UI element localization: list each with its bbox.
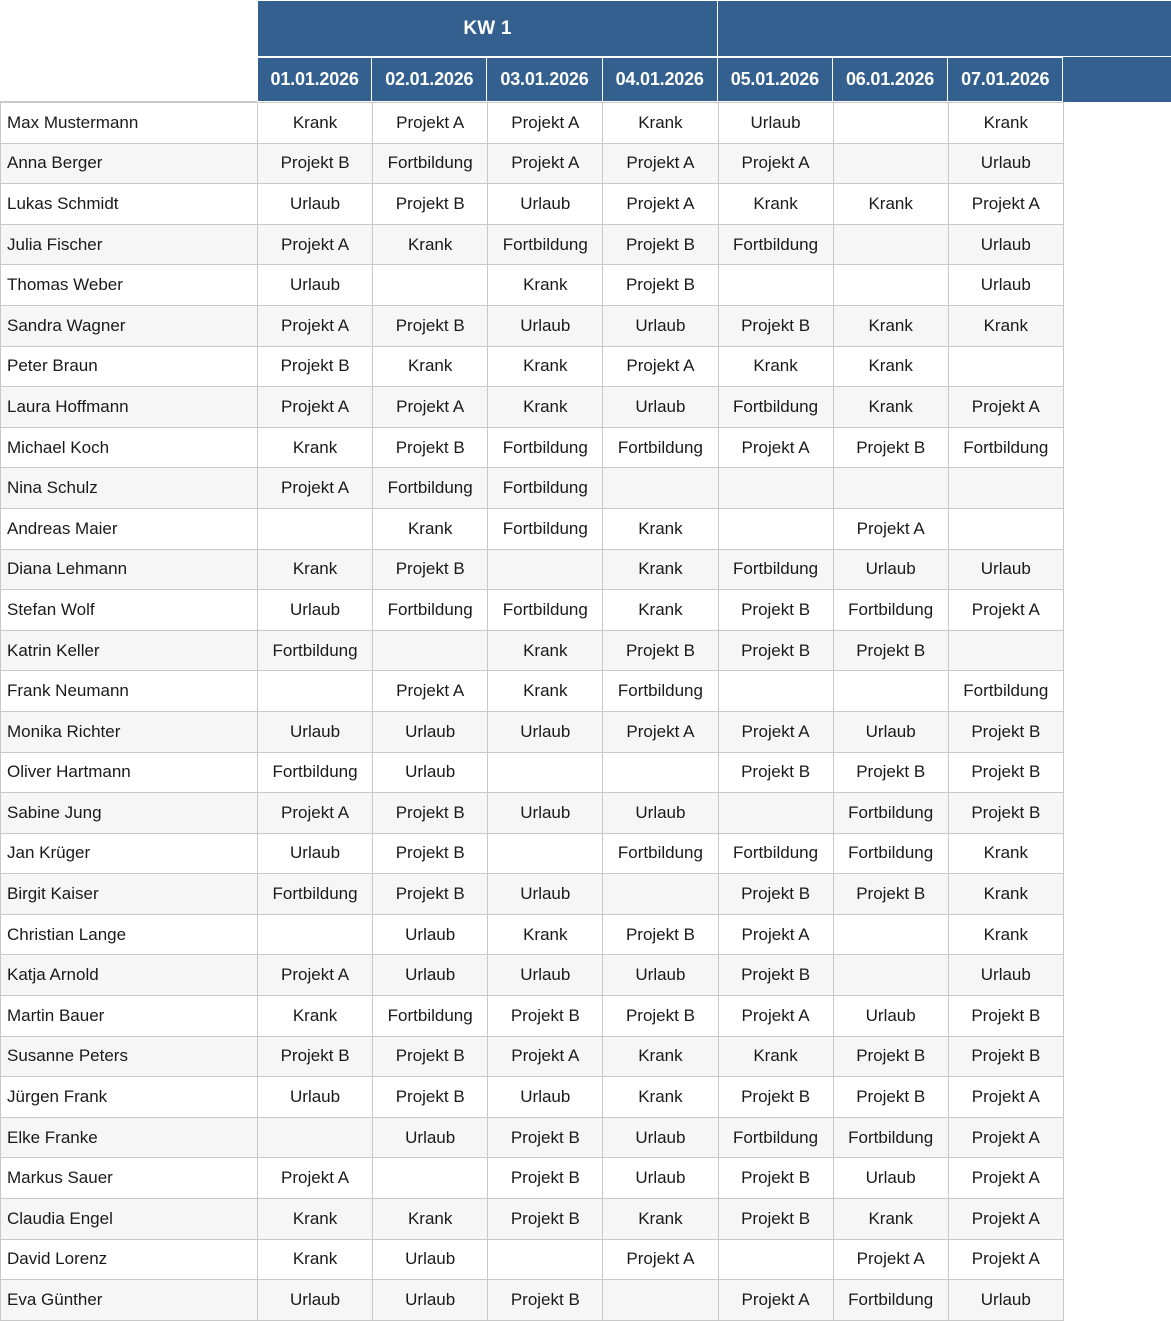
employee-name-cell[interactable]: Katja Arnold (1, 955, 258, 996)
schedule-cell[interactable]: Projekt B (373, 1077, 488, 1118)
schedule-cell[interactable]: Krank (948, 914, 1063, 955)
schedule-cell[interactable]: Fortbildung (488, 590, 603, 631)
table-row[interactable] (1, 468, 1064, 509)
schedule-cell[interactable]: Fortbildung (488, 468, 603, 509)
schedule-cell[interactable] (603, 468, 718, 509)
employee-name-cell[interactable]: Markus Sauer (1, 1158, 258, 1199)
employee-name-cell[interactable]: Martin Bauer (1, 996, 258, 1037)
employee-name-cell[interactable]: Laura Hoffmann (1, 387, 258, 428)
schedule-cell[interactable]: Projekt B (603, 630, 718, 671)
schedule-cell[interactable]: Projekt B (718, 955, 833, 996)
schedule-cell[interactable]: Fortbildung (718, 1117, 833, 1158)
schedule-cell[interactable] (488, 549, 603, 590)
schedule-cell[interactable]: Fortbildung (833, 590, 948, 631)
schedule-cell[interactable]: Fortbildung (488, 427, 603, 468)
date-label-3: 03.01.2026 (500, 69, 589, 89)
schedule-cell[interactable] (948, 508, 1063, 549)
schedule-cell[interactable]: Urlaub (488, 305, 603, 346)
schedule-cell[interactable]: Urlaub (373, 914, 488, 955)
schedule-cell[interactable]: Projekt A (718, 143, 833, 184)
schedule-cell[interactable]: Fortbildung (373, 996, 488, 1037)
employee-name-cell[interactable]: Stefan Wolf (1, 590, 258, 631)
schedule-cell[interactable] (603, 874, 718, 915)
schedule-cell[interactable] (373, 630, 488, 671)
schedule-cell[interactable]: Urlaub (258, 1077, 373, 1118)
schedule-cell[interactable]: Projekt B (833, 1077, 948, 1118)
employee-name-cell[interactable]: Michael Koch (1, 427, 258, 468)
schedule-cell[interactable]: Urlaub (373, 1117, 488, 1158)
schedule-cell[interactable]: Projekt B (488, 1280, 603, 1321)
schedule-cell[interactable]: Projekt A (948, 590, 1063, 631)
table-row[interactable] (1, 143, 1064, 184)
schedule-cell[interactable]: Projekt A (833, 508, 948, 549)
schedule-cell[interactable]: Projekt B (833, 427, 948, 468)
schedule-table (0, 102, 1064, 1321)
schedule-cell[interactable]: Projekt B (488, 1158, 603, 1199)
schedule-cell[interactable]: Fortbildung (603, 671, 718, 712)
schedule-cell[interactable]: Fortbildung (833, 833, 948, 874)
employee-name-cell[interactable]: Andreas Maier (1, 508, 258, 549)
schedule-cell[interactable]: Fortbildung (603, 833, 718, 874)
schedule-cell[interactable]: Projekt A (948, 184, 1063, 225)
schedule-cell[interactable]: Krank (948, 305, 1063, 346)
schedule-cell[interactable]: Urlaub (373, 711, 488, 752)
table-row[interactable] (1, 955, 1064, 996)
schedule-cell[interactable]: Projekt B (948, 1036, 1063, 1077)
schedule-cell[interactable]: Urlaub (603, 1158, 718, 1199)
schedule-cell[interactable]: Fortbildung (833, 1117, 948, 1158)
schedule-cell[interactable]: Fortbildung (373, 468, 488, 509)
schedule-cell[interactable]: Projekt B (948, 711, 1063, 752)
table-row[interactable] (1, 1117, 1064, 1158)
table-row[interactable] (1, 914, 1064, 955)
schedule-cell[interactable]: Projekt A (603, 346, 718, 387)
schedule-cell[interactable]: Krank (373, 224, 488, 265)
schedule-cell[interactable] (833, 224, 948, 265)
schedule-cell[interactable]: Urlaub (948, 549, 1063, 590)
schedule-cell[interactable]: Projekt A (718, 996, 833, 1037)
employee-name-cell[interactable]: Peter Braun (1, 346, 258, 387)
schedule-cell[interactable] (718, 793, 833, 834)
schedule-cell[interactable]: Projekt A (833, 1239, 948, 1280)
employee-name-cell[interactable]: Julia Fischer (1, 224, 258, 265)
employee-name-cell[interactable]: Jan Krüger (1, 833, 258, 874)
schedule-cell[interactable]: Projekt A (373, 387, 488, 428)
schedule-cell[interactable]: Projekt B (603, 996, 718, 1037)
schedule-cell[interactable]: Projekt A (948, 1158, 1063, 1199)
schedule-cell[interactable]: Krank (258, 549, 373, 590)
table-row[interactable] (1, 1199, 1064, 1240)
schedule-cell[interactable]: Fortbildung (718, 224, 833, 265)
table-row[interactable] (1, 1280, 1064, 1321)
schedule-cell[interactable]: Krank (373, 508, 488, 549)
employee-name-cell[interactable]: Susanne Peters (1, 1036, 258, 1077)
schedule-cell[interactable] (718, 468, 833, 509)
schedule-cell[interactable]: Projekt A (718, 914, 833, 955)
schedule-cell[interactable]: Urlaub (258, 711, 373, 752)
employee-name-cell[interactable]: Nina Schulz (1, 468, 258, 509)
schedule-cell[interactable]: Projekt A (948, 1199, 1063, 1240)
schedule-cell[interactable]: Projekt A (488, 143, 603, 184)
schedule-cell[interactable]: Projekt A (718, 1280, 833, 1321)
schedule-cell[interactable]: Urlaub (603, 1117, 718, 1158)
schedule-cell[interactable] (488, 752, 603, 793)
employee-name-cell[interactable]: Thomas Weber (1, 265, 258, 306)
schedule-cell[interactable]: Urlaub (948, 224, 1063, 265)
schedule-cell[interactable]: Urlaub (258, 1280, 373, 1321)
calendar-week-group-kw1 (257, 0, 718, 57)
schedule-cell[interactable]: Fortbildung (833, 793, 948, 834)
schedule-cell[interactable]: Projekt B (488, 1199, 603, 1240)
table-row[interactable] (1, 1036, 1064, 1077)
date-label-5: 05.01.2026 (730, 69, 819, 89)
schedule-cell[interactable]: Krank (488, 630, 603, 671)
schedule-cell[interactable]: Projekt A (718, 711, 833, 752)
schedule-cell[interactable]: Fortbildung (258, 874, 373, 915)
schedule-cell[interactable]: Krank (258, 996, 373, 1037)
schedule-cell[interactable]: Krank (948, 103, 1063, 144)
schedule-cell[interactable]: Fortbildung (718, 549, 833, 590)
employee-name-cell[interactable]: Katrin Keller (1, 630, 258, 671)
schedule-cell[interactable]: Urlaub (373, 1280, 488, 1321)
schedule-cell[interactable]: Projekt B (373, 549, 488, 590)
schedule-cell[interactable]: Krank (833, 346, 948, 387)
date-header-cell-6[interactable] (833, 57, 948, 102)
schedule-cell[interactable]: Projekt A (718, 427, 833, 468)
schedule-cell[interactable]: Projekt A (603, 184, 718, 225)
schedule-cell[interactable]: Urlaub (603, 955, 718, 996)
date-header-cell-7[interactable] (948, 57, 1063, 102)
date-header-cell-1[interactable] (257, 57, 372, 102)
schedule-cell[interactable]: Fortbildung (833, 1280, 948, 1321)
schedule-cell[interactable] (373, 265, 488, 306)
schedule-cell[interactable]: Projekt A (258, 387, 373, 428)
schedule-cell[interactable]: Fortbildung (258, 630, 373, 671)
schedule-cell[interactable] (258, 1117, 373, 1158)
schedule-table-body (1, 103, 1064, 1321)
schedule-cell[interactable]: Urlaub (373, 752, 488, 793)
table-row[interactable] (1, 833, 1064, 874)
schedule-cell[interactable]: Krank (488, 265, 603, 306)
schedule-cell[interactable]: Projekt B (948, 793, 1063, 834)
schedule-cell[interactable]: Krank (718, 346, 833, 387)
schedule-cell[interactable] (258, 508, 373, 549)
schedule-cell[interactable]: Projekt B (718, 1077, 833, 1118)
schedule-cell[interactable]: Krank (258, 1199, 373, 1240)
schedule-cell[interactable]: Projekt B (718, 752, 833, 793)
schedule-cell[interactable]: Krank (948, 874, 1063, 915)
schedule-cell[interactable]: Urlaub (258, 833, 373, 874)
table-row[interactable] (1, 387, 1064, 428)
date-header-cell-3[interactable] (487, 57, 602, 102)
schedule-cell[interactable]: Projekt B (258, 143, 373, 184)
schedule-cell[interactable]: Fortbildung (603, 427, 718, 468)
schedule-cell[interactable]: Krank (603, 1036, 718, 1077)
schedule-cell[interactable]: Projekt B (718, 1158, 833, 1199)
schedule-cell[interactable]: Urlaub (833, 1158, 948, 1199)
schedule-cell[interactable]: Krank (258, 427, 373, 468)
schedule-cell[interactable]: Projekt B (833, 874, 948, 915)
schedule-cell[interactable]: Urlaub (373, 1239, 488, 1280)
schedule-cell[interactable]: Urlaub (718, 103, 833, 144)
schedule-cell[interactable] (718, 671, 833, 712)
employee-name-cell[interactable]: Max Mustermann (1, 103, 258, 144)
schedule-cell[interactable]: Fortbildung (718, 833, 833, 874)
schedule-cell[interactable]: Projekt A (948, 1077, 1063, 1118)
schedule-cell[interactable]: Projekt B (833, 752, 948, 793)
schedule-cell[interactable]: Krank (603, 1199, 718, 1240)
date-label-4: 04.01.2026 (615, 69, 704, 89)
calendar-week-label: KW 1 (463, 17, 512, 39)
schedule-cell[interactable] (833, 671, 948, 712)
schedule-cell[interactable] (718, 508, 833, 549)
schedule-cell[interactable]: Urlaub (258, 184, 373, 225)
schedule-cell[interactable]: Projekt A (258, 468, 373, 509)
employee-name-cell[interactable]: Frank Neumann (1, 671, 258, 712)
schedule-cell[interactable]: Urlaub (833, 549, 948, 590)
table-row[interactable] (1, 752, 1064, 793)
schedule-cell[interactable]: Projekt B (373, 874, 488, 915)
schedule-cell[interactable]: Krank (603, 549, 718, 590)
schedule-cell[interactable]: Projekt A (258, 305, 373, 346)
table-row[interactable] (1, 508, 1064, 549)
schedule-cell[interactable]: Projekt A (603, 1239, 718, 1280)
schedule-cell[interactable]: Krank (373, 1199, 488, 1240)
schedule-cell[interactable]: Urlaub (833, 711, 948, 752)
employee-name-cell[interactable]: David Lorenz (1, 1239, 258, 1280)
schedule-cell[interactable]: Projekt A (948, 387, 1063, 428)
schedule-cell[interactable]: Urlaub (603, 387, 718, 428)
date-header-row (257, 57, 1063, 102)
schedule-cell[interactable]: Projekt A (373, 103, 488, 144)
employee-name-cell[interactable]: Oliver Hartmann (1, 752, 258, 793)
schedule-cell[interactable]: Krank (488, 671, 603, 712)
schedule-cell[interactable]: Projekt B (603, 914, 718, 955)
schedule-cell[interactable]: Krank (833, 1199, 948, 1240)
employee-name-cell[interactable]: Lukas Schmidt (1, 184, 258, 225)
date-label-1: 01.01.2026 (270, 69, 359, 89)
schedule-cell[interactable]: Urlaub (488, 184, 603, 225)
employee-name-cell[interactable]: Christian Lange (1, 914, 258, 955)
table-row[interactable] (1, 346, 1064, 387)
table-row[interactable] (1, 793, 1064, 834)
table-row[interactable] (1, 590, 1064, 631)
schedule-cell[interactable]: Projekt A (603, 143, 718, 184)
schedule-cell[interactable]: Projekt B (718, 874, 833, 915)
schedule-cell[interactable]: Krank (488, 346, 603, 387)
schedule-cell[interactable]: Urlaub (373, 955, 488, 996)
table-row[interactable] (1, 1239, 1064, 1280)
table-row[interactable] (1, 305, 1064, 346)
schedule-cell[interactable] (948, 346, 1063, 387)
employee-name-cell[interactable]: Eva Günther (1, 1280, 258, 1321)
employee-name-cell[interactable]: Diana Lehmann (1, 549, 258, 590)
schedule-cell[interactable]: Projekt A (488, 103, 603, 144)
schedule-cell[interactable]: Projekt B (373, 833, 488, 874)
schedule-cell[interactable]: Krank (833, 184, 948, 225)
schedule-cell[interactable]: Fortbildung (948, 671, 1063, 712)
table-row[interactable] (1, 549, 1064, 590)
schedule-cell[interactable]: Projekt A (948, 1117, 1063, 1158)
date-header-cell-2[interactable] (372, 57, 487, 102)
schedule-cell[interactable] (718, 265, 833, 306)
schedule-cell[interactable]: Projekt A (948, 1239, 1063, 1280)
schedule-cell[interactable]: Krank (373, 346, 488, 387)
table-row[interactable] (1, 874, 1064, 915)
schedule-cell[interactable]: Projekt A (258, 224, 373, 265)
schedule-cell[interactable]: Projekt B (373, 305, 488, 346)
schedule-cell[interactable] (833, 914, 948, 955)
schedule-cell[interactable] (948, 468, 1063, 509)
schedule-cell[interactable]: Fortbildung (373, 590, 488, 631)
schedule-cell[interactable]: Urlaub (948, 955, 1063, 996)
schedule-cell[interactable]: Projekt B (718, 305, 833, 346)
schedule-cell[interactable]: Fortbildung (488, 508, 603, 549)
table-row[interactable] (1, 184, 1064, 225)
schedule-cell[interactable]: Fortbildung (948, 427, 1063, 468)
schedule-cell[interactable]: Projekt A (258, 793, 373, 834)
schedule-cell[interactable] (833, 103, 948, 144)
table-row[interactable] (1, 103, 1064, 144)
table-row[interactable] (1, 630, 1064, 671)
schedule-cell[interactable]: Projekt A (603, 711, 718, 752)
employee-name-cell[interactable]: Sandra Wagner (1, 305, 258, 346)
employee-name-cell[interactable]: Birgit Kaiser (1, 874, 258, 915)
table-row[interactable] (1, 996, 1064, 1037)
schedule-cell[interactable] (833, 955, 948, 996)
schedule-cell[interactable]: Projekt B (373, 427, 488, 468)
schedule-cell[interactable] (488, 833, 603, 874)
date-label-7: 07.01.2026 (961, 69, 1050, 89)
schedule-cell[interactable]: Urlaub (948, 143, 1063, 184)
table-row[interactable] (1, 224, 1064, 265)
employee-name-cell[interactable]: Monika Richter (1, 711, 258, 752)
table-row[interactable] (1, 1158, 1064, 1199)
table-row[interactable] (1, 671, 1064, 712)
schedule-cell[interactable] (603, 752, 718, 793)
schedule-cell[interactable]: Projekt B (488, 1117, 603, 1158)
schedule-cell[interactable]: Projekt B (948, 996, 1063, 1037)
schedule-cell[interactable]: Urlaub (603, 793, 718, 834)
schedule-cell[interactable]: Krank (833, 387, 948, 428)
schedule-cell[interactable]: Krank (488, 914, 603, 955)
schedule-cell[interactable]: Projekt B (718, 590, 833, 631)
schedule-cell[interactable] (603, 1280, 718, 1321)
schedule-cell[interactable]: Projekt A (258, 1158, 373, 1199)
schedule-cell[interactable]: Krank (603, 1077, 718, 1118)
schedule-cell[interactable]: Projekt B (603, 265, 718, 306)
schedule-cell[interactable]: Krank (833, 305, 948, 346)
date-header-cell-4[interactable] (603, 57, 718, 102)
table-row[interactable] (1, 265, 1064, 306)
schedule-cell[interactable]: Fortbildung (373, 143, 488, 184)
schedule-cell[interactable] (258, 671, 373, 712)
schedule-cell[interactable]: Urlaub (603, 305, 718, 346)
table-row[interactable] (1, 427, 1064, 468)
schedule-cell[interactable] (258, 914, 373, 955)
date-label-6: 06.01.2026 (845, 69, 935, 89)
employee-name-cell[interactable]: Anna Berger (1, 143, 258, 184)
employee-name-cell[interactable]: Elke Franke (1, 1117, 258, 1158)
schedule-cell[interactable]: Projekt B (718, 1199, 833, 1240)
schedule-cell[interactable]: Urlaub (258, 590, 373, 631)
table-header-band (0, 0, 1171, 102)
schedule-cell[interactable]: Projekt A (373, 671, 488, 712)
schedule-cell[interactable]: Projekt A (258, 955, 373, 996)
schedule-cell[interactable]: Fortbildung (718, 387, 833, 428)
schedule-cell[interactable]: Projekt B (258, 346, 373, 387)
table-row[interactable] (1, 711, 1064, 752)
schedule-cell[interactable]: Urlaub (948, 1280, 1063, 1321)
schedule-cell[interactable]: Urlaub (488, 955, 603, 996)
schedule-cell[interactable]: Projekt B (603, 224, 718, 265)
table-row[interactable] (1, 1077, 1064, 1118)
schedule-cell[interactable]: Projekt B (718, 630, 833, 671)
schedule-cell[interactable] (833, 265, 948, 306)
schedule-cell[interactable]: Fortbildung (258, 752, 373, 793)
schedule-cell[interactable]: Urlaub (258, 265, 373, 306)
schedule-cell[interactable]: Krank (718, 1036, 833, 1077)
employee-name-cell[interactable]: Claudia Engel (1, 1199, 258, 1240)
schedule-cell[interactable]: Projekt B (373, 1036, 488, 1077)
schedule-cell[interactable] (948, 630, 1063, 671)
schedule-cell[interactable]: Krank (718, 184, 833, 225)
schedule-cell[interactable]: Krank (488, 387, 603, 428)
schedule-cell[interactable]: Projekt A (488, 1036, 603, 1077)
schedule-cell[interactable]: Projekt B (833, 630, 948, 671)
schedule-cell[interactable] (488, 1239, 603, 1280)
schedule-cell[interactable]: Krank (603, 590, 718, 631)
schedule-cell[interactable]: Fortbildung (488, 224, 603, 265)
employee-name-cell[interactable]: Sabine Jung (1, 793, 258, 834)
employee-name-cell[interactable]: Jürgen Frank (1, 1077, 258, 1118)
schedule-cell[interactable]: Projekt B (833, 1036, 948, 1077)
schedule-cell[interactable] (373, 1158, 488, 1199)
schedule-cell[interactable]: Urlaub (488, 711, 603, 752)
schedule-cell[interactable]: Urlaub (833, 996, 948, 1037)
schedule-cell[interactable] (833, 468, 948, 509)
name-column-header (0, 0, 257, 102)
schedule-cell[interactable]: Krank (603, 508, 718, 549)
schedule-cell[interactable]: Projekt B (373, 184, 488, 225)
calendar-week-header-row (257, 0, 1171, 57)
schedule-cell[interactable]: Krank (258, 103, 373, 144)
schedule-cell[interactable]: Urlaub (488, 1077, 603, 1118)
schedule-cell[interactable]: Urlaub (488, 793, 603, 834)
schedule-cell[interactable]: Krank (258, 1239, 373, 1280)
schedule-cell[interactable] (718, 1239, 833, 1280)
schedule-cell[interactable]: Projekt B (488, 996, 603, 1037)
calendar-week-group-next (718, 0, 1171, 57)
date-header-cell-5[interactable] (718, 57, 833, 102)
schedule-cell[interactable]: Urlaub (488, 874, 603, 915)
schedule-cell[interactable]: Krank (603, 103, 718, 144)
schedule-cell[interactable]: Projekt B (948, 752, 1063, 793)
schedule-cell[interactable]: Urlaub (948, 265, 1063, 306)
schedule-cell[interactable]: Projekt B (373, 793, 488, 834)
schedule-cell[interactable]: Projekt B (258, 1036, 373, 1077)
schedule-cell[interactable] (833, 143, 948, 184)
schedule-cell[interactable]: Krank (948, 833, 1063, 874)
date-label-2: 02.01.2026 (385, 69, 474, 89)
